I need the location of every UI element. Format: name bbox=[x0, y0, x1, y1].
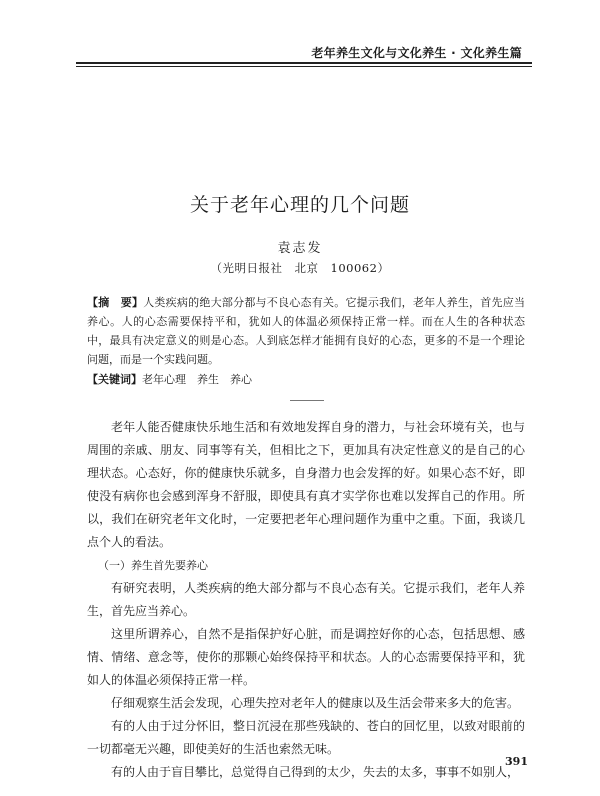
keywords-label: 【关键词】 bbox=[87, 373, 142, 386]
page-number: 391 bbox=[505, 755, 528, 768]
author-affiliation: （光明日报社 北京 100062） bbox=[210, 261, 390, 275]
paragraph-intro: 老年人能否健康快乐地生活和有效地发挥自身的潜力，与社会环境有关，也与周围的亲戚、朋友、同事等有关，但相比之下，更加具有决定性意义的是自己的心理状态。心态好，你的健康快乐就多，自身潜力也会发挥的好。如果心态不好，即使没有病你也会感到浑身不舒服，即使具有真才实学你也难以发挥自己的作用。所以，我们在研究老年文化时，一定要把老年心理问题作为重中之重。下面，我谈几点个人的看法。 bbox=[87, 420, 525, 549]
paragraph: 这里所谓养心，自然不是指保护好心脏，而是调控好你的心态，包括思想、感情、情绪、意念等，使你的那颗心始终保持平和状态。人的心态需要保持平和，犹如人的体温必须保持正常一样。 bbox=[87, 627, 525, 687]
author-name: 袁志发 bbox=[277, 241, 323, 256]
paragraph: 有的人由于盲目攀比，总觉得自己得到的太少，失去的太多，事事不如别人， bbox=[111, 765, 520, 779]
section-heading: （一）养生首先要养心 bbox=[98, 559, 208, 572]
abstract-text: 人类疾病的绝大部分都与不良心态有关。它提示我们，老年人养生，首先应当养心。人的心态需要保持平和，犹如人的体温必须保持正常一样。而在人生的各种状态中，最具有决定意义的则是心态。人到底怎样才能拥有良好的心态，更多的不是一个理论问题，而是一个实践问题。 bbox=[87, 296, 526, 366]
running-head-text: 老年养生文化与文化养生 · 文化养生篇 bbox=[311, 46, 522, 60]
running-head bbox=[0, 44, 600, 60]
keywords-text: 老年心理 养生 养心 bbox=[142, 373, 252, 386]
article-title: 关于老年心理的几个问题 bbox=[189, 194, 410, 216]
paragraph: 有的人由于过分怀旧，整日沉浸在那些残缺的、苍白的回忆里，以致对眼前的一切都毫无兴趣，即使美好的生活也索然无味。 bbox=[87, 719, 525, 756]
paragraph: 仔细观察生活会发现，心理失控对老年人的健康以及生活会带来多大的危害。 bbox=[111, 696, 520, 710]
keywords bbox=[87, 370, 525, 389]
abstract-label: 【摘 要】 bbox=[87, 296, 144, 309]
header-rule-thin bbox=[76, 66, 532, 67]
abstract bbox=[87, 293, 525, 369]
header-rule-thick bbox=[76, 62, 532, 64]
paragraph: 有研究表明，人类疾病的绝大部分都与不良心态有关。它提示我们，老年人养生，首先应当养心。 bbox=[87, 581, 525, 618]
article-body bbox=[87, 416, 525, 784]
section-divider bbox=[290, 400, 324, 401]
